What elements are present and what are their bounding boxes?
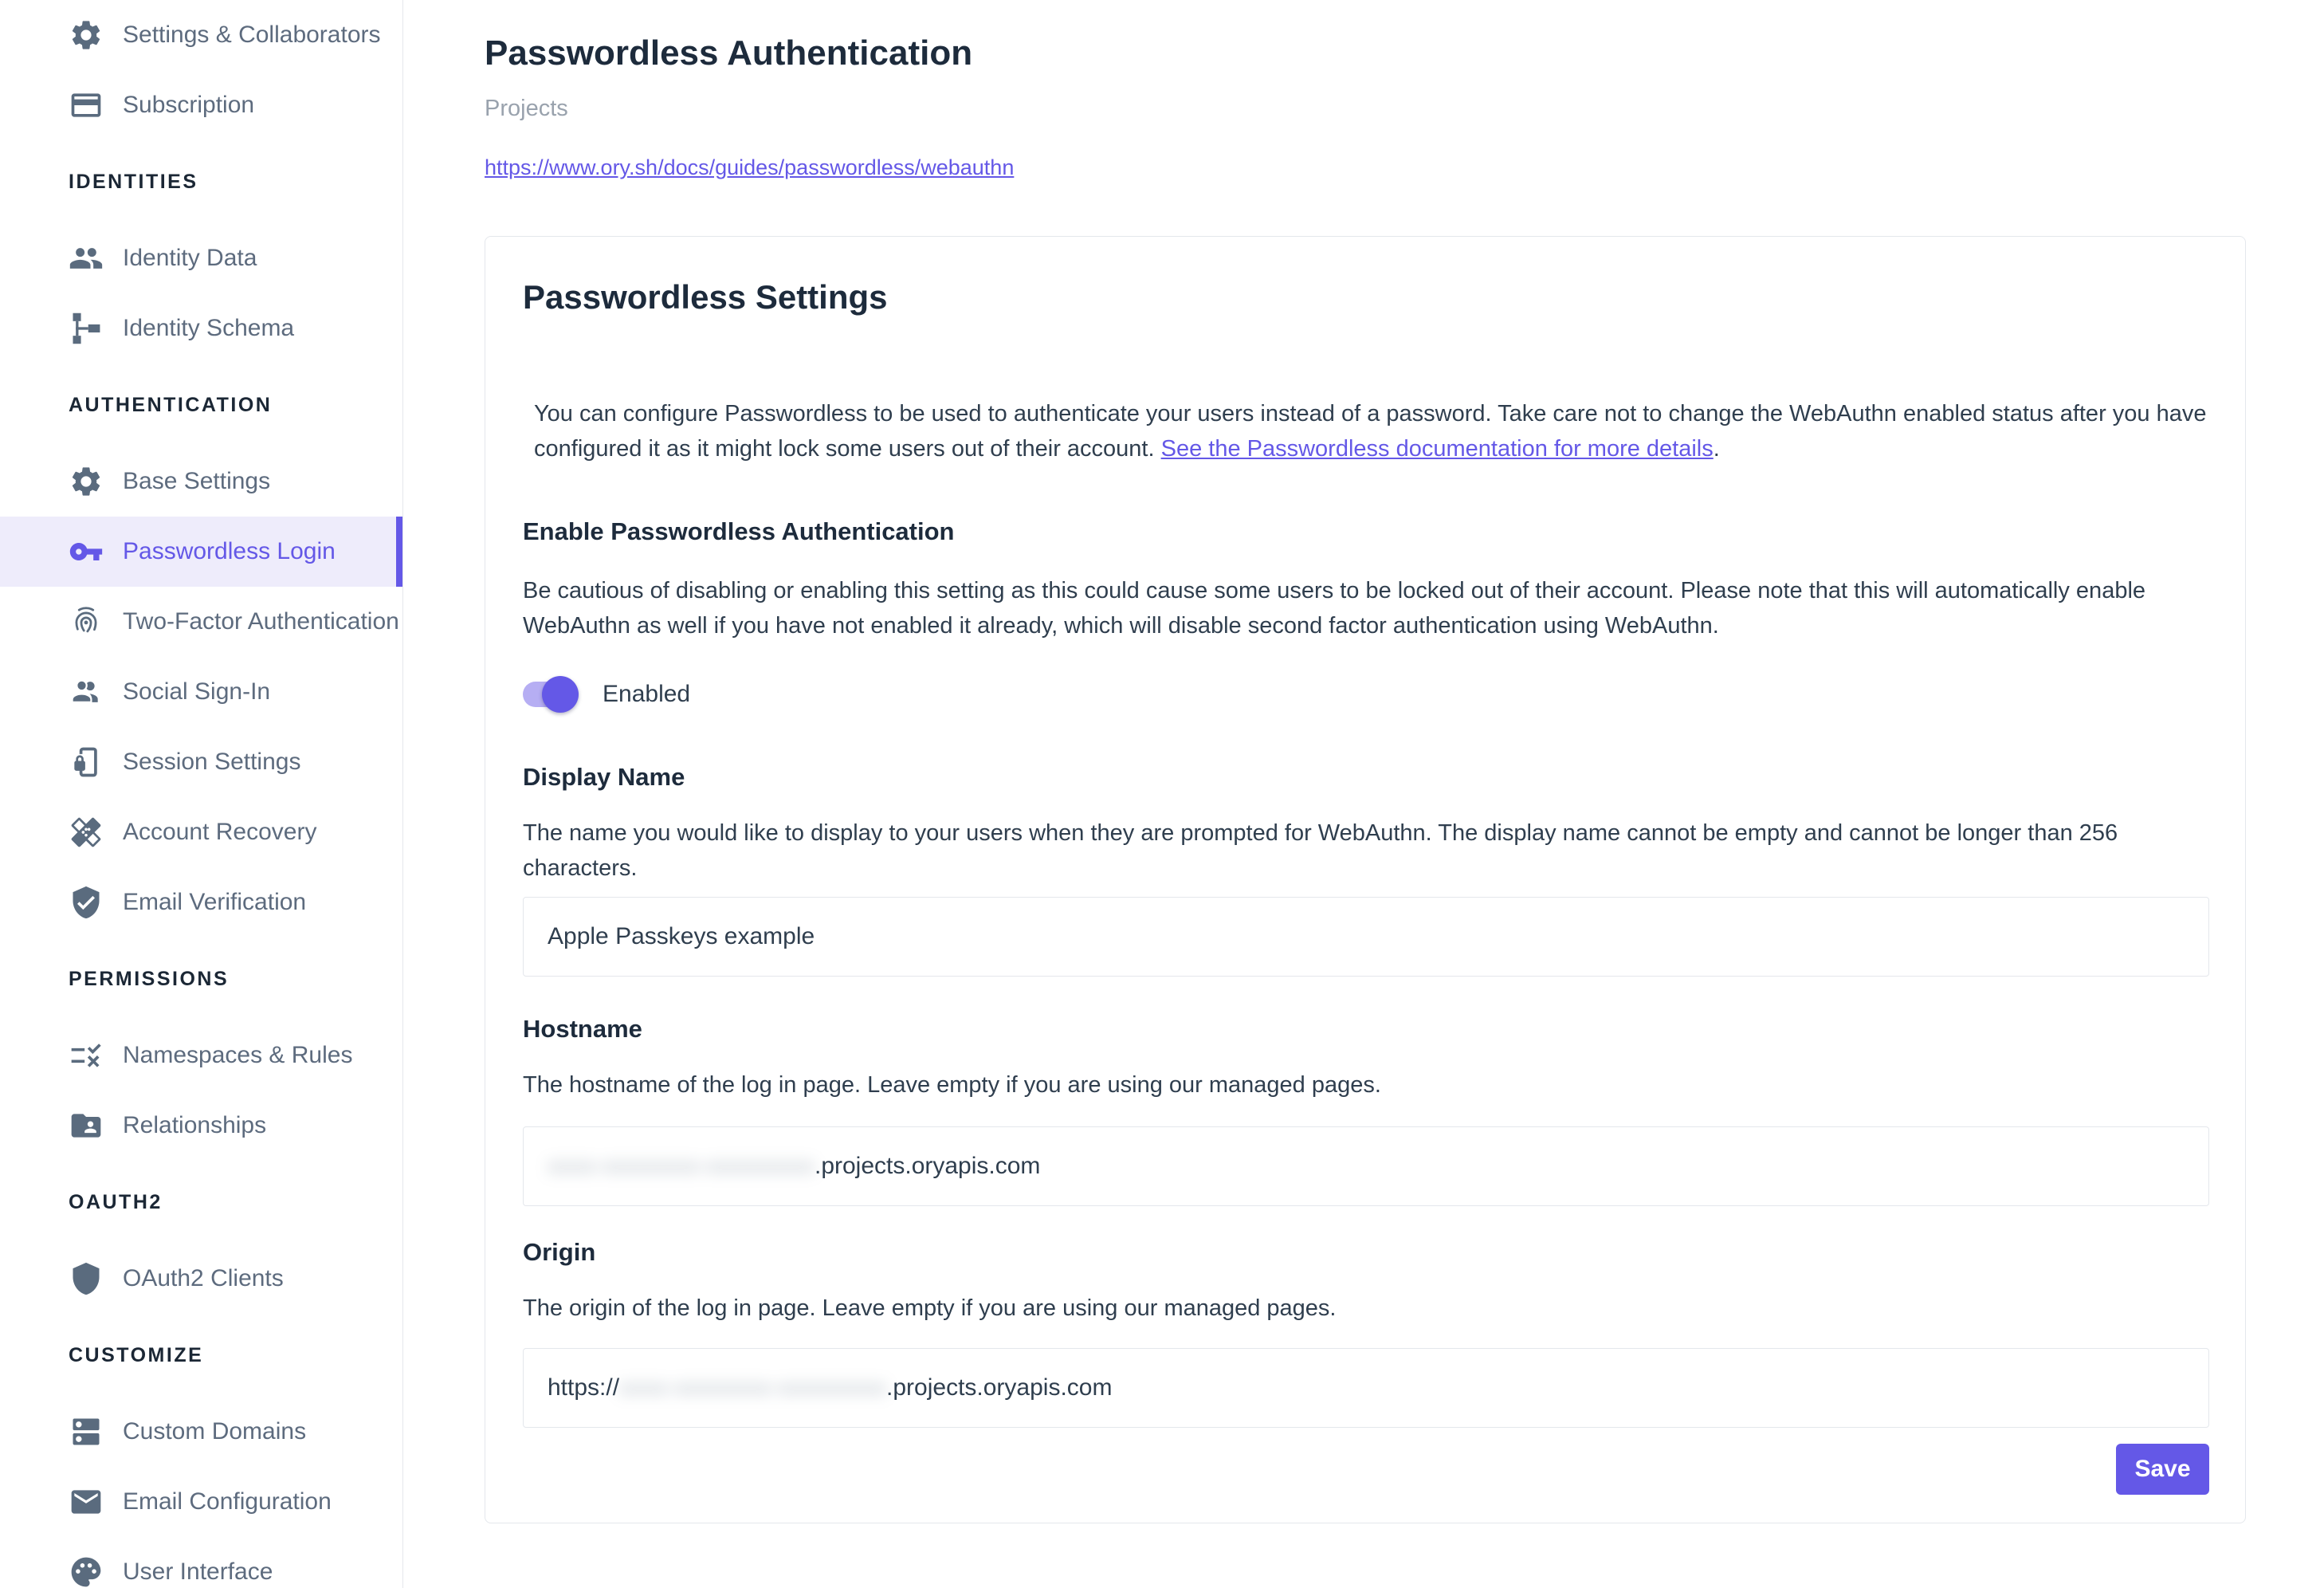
origin-title: Origin <box>523 1238 596 1266</box>
webauthn-doc-link[interactable]: https://www.ory.sh/docs/guides/passwordless/webauthn <box>485 155 1015 179</box>
card-title: Passwordless Settings <box>523 278 888 316</box>
hostname-redacted-value: xxxx-xxxxxxxx-xxxxxxxxx <box>548 1153 815 1179</box>
sidebar-item-oauth2-clients[interactable] <box>0 1244 402 1314</box>
key-icon <box>69 534 104 569</box>
main-content <box>404 0 2324 1588</box>
sidebar-item-label: Social Sign-In <box>123 678 271 705</box>
sidebar-item-label: Identity Schema <box>123 315 295 341</box>
sidebar-item-user-interface[interactable] <box>0 1537 402 1588</box>
sidebar-item-base-settings[interactable] <box>0 446 402 517</box>
sidebar-item-identity-data[interactable] <box>0 223 402 293</box>
sidebar-item-label: User Interface <box>123 1559 273 1585</box>
sidebar-item-label: Session Settings <box>123 749 301 775</box>
passwordless-doc-link[interactable]: See the Passwordless documentation for more details <box>1160 436 1714 462</box>
bandage-icon <box>69 815 104 850</box>
hostname-title: Hostname <box>523 1015 642 1043</box>
passwordless-toggle[interactable] <box>523 675 579 713</box>
display-name-description: The name you would like to display to your users when they are prompted for WebAuthn. The display name cannot be empty and cannot be longer than 256 characters. <box>523 820 2118 881</box>
sidebar-item-label: Passwordless Login <box>123 538 336 564</box>
sidebar-item-identity-schema[interactable] <box>0 293 402 364</box>
sidebar-section-header-authentication: AUTHENTICATION <box>69 393 273 416</box>
sidebar-section-header-oauth2: OAUTH2 <box>69 1190 163 1213</box>
gear-icon <box>69 464 104 499</box>
sidebar-item-label: Relationships <box>123 1112 267 1138</box>
sidebar-item-passwordless-login[interactable] <box>0 517 402 587</box>
display-name-input[interactable] <box>523 897 2209 977</box>
sidebar-item-label: Custom Domains <box>123 1418 307 1445</box>
people-alt-icon <box>69 674 104 709</box>
hostname-suffix: .projects.oryapis.com <box>814 1153 1041 1179</box>
enable-toggle-row <box>523 675 2209 713</box>
shield-check-icon <box>69 885 104 920</box>
sidebar-item-social-sign-in[interactable] <box>0 657 402 727</box>
origin-input[interactable] <box>523 1348 2209 1428</box>
sidebar-item-subscription[interactable] <box>0 70 402 140</box>
people-icon <box>69 241 104 276</box>
origin-suffix: .projects.oryapis.com <box>886 1374 1113 1401</box>
sidebar-item-label: Base Settings <box>123 468 271 494</box>
sidebar-item-email-verification[interactable] <box>0 867 402 937</box>
sidebar <box>0 0 403 1588</box>
display-name-value: Apple Passkeys example <box>548 923 815 949</box>
sidebar-section-header-customize: CUSTOMIZE <box>69 1343 204 1366</box>
sidebar-item-session-settings[interactable] <box>0 727 402 797</box>
sidebar-item-email-configuration[interactable] <box>0 1467 402 1537</box>
mail-icon <box>69 1484 104 1519</box>
passwordless-settings-card <box>485 236 2246 1523</box>
enable-passwordless-description: Be cautious of disabling or enabling this setting as this could cause some users to be locked out of their account. Please note that this will automatically enable WebAuthn as well if you have not enabled it already, which will disable second factor authentication using WebAuthn. <box>523 578 2146 639</box>
sidebar-item-label: Two-Factor Authentication <box>123 608 399 635</box>
sidebar-item-label: Account Recovery <box>123 819 317 845</box>
sidebar-item-custom-domains[interactable] <box>0 1397 402 1467</box>
origin-description: The origin of the log in page. Leave empty if you are using our managed pages. <box>523 1295 1337 1321</box>
fingerprint-icon <box>69 604 104 639</box>
hostname-description: The hostname of the log in page. Leave empty if you are using our managed pages. <box>523 1072 1381 1098</box>
schema-icon <box>69 311 104 346</box>
sidebar-item-relationships[interactable] <box>0 1091 402 1161</box>
sidebar-section-header-permissions: PERMISSIONS <box>69 967 230 990</box>
sidebar-item-label: Email Configuration <box>123 1488 332 1515</box>
server-icon <box>69 1414 104 1449</box>
folder-person-icon <box>69 1108 104 1143</box>
sidebar-item-label: Subscription <box>123 92 255 118</box>
sidebar-item-two-factor-authentication[interactable] <box>0 587 402 657</box>
sidebar-item-namespaces-and-rules[interactable] <box>0 1020 402 1091</box>
sidebar-item-label: Settings & Collaborators <box>123 22 381 48</box>
intro-text: You can configure Passwordless to be used to authenticate your users instead of a password. Take care not to change the WebAuthn enabled status after you have configured it as it might lock some users out of their account. <box>534 401 2207 462</box>
rule-icon <box>69 1038 104 1073</box>
intro-paragraph <box>534 396 2209 466</box>
sidebar-item-settings-and-collaborators[interactable] <box>0 0 402 70</box>
sidebar-item-label: OAuth2 Clients <box>123 1265 284 1291</box>
intro-suffix: . <box>1713 436 1720 462</box>
origin-prefix: https:// <box>548 1374 620 1401</box>
origin-redacted-value: xxxx-xxxxxxxx-xxxxxxxxx <box>619 1374 887 1401</box>
palette-icon <box>69 1555 104 1588</box>
sidebar-section-header-identities: IDENTITIES <box>69 170 198 193</box>
sidebar-nav <box>0 0 402 1588</box>
save-row <box>523 1444 2209 1495</box>
display-name-title: Display Name <box>523 763 685 791</box>
sidebar-item-label: Email Verification <box>123 889 307 915</box>
toggle-knob <box>542 676 579 713</box>
hostname-input[interactable] <box>523 1126 2209 1206</box>
sidebar-item-label: Namespaces & Rules <box>123 1042 353 1068</box>
toggle-label: Enabled <box>603 681 691 707</box>
sidebar-item-label: Identity Data <box>123 245 257 271</box>
save-button[interactable]: Save <box>2116 1444 2209 1495</box>
credit-card-icon <box>69 88 104 123</box>
gear-icon <box>69 18 104 53</box>
page-title: Passwordless Authentication <box>485 33 973 73</box>
enable-passwordless-title: Enable Passwordless Authentication <box>523 517 955 545</box>
breadcrumb: Projects <box>485 96 568 121</box>
sidebar-item-account-recovery[interactable] <box>0 797 402 867</box>
shield-icon <box>69 1261 104 1296</box>
phone-lock-icon <box>69 745 104 780</box>
